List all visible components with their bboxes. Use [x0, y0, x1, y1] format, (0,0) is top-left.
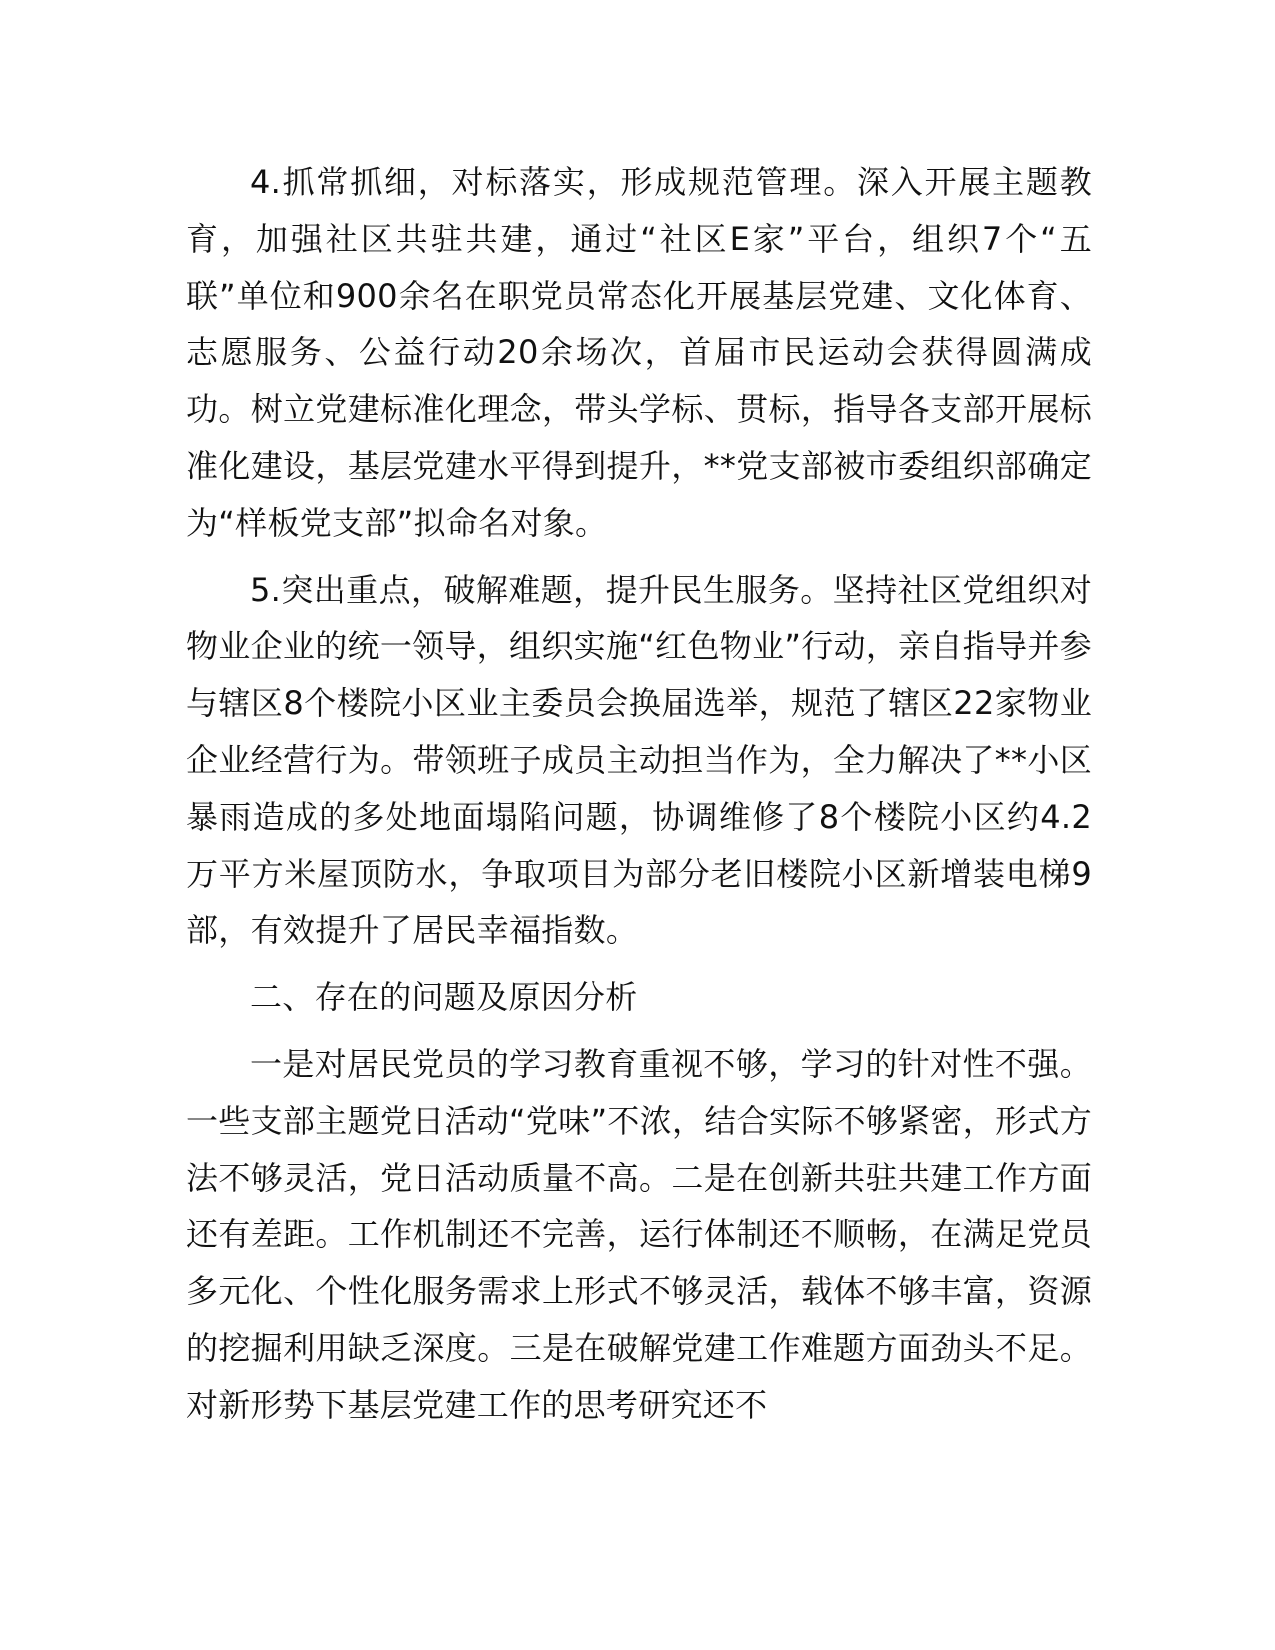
paragraph-livelihood-services: 5.突出重点，破解难题，提升民生服务。坚持社区党组织对物业企业的统一领导，组织实施“红色物业”行动，亲自指导并参与辖区8个楼院小区业主委员会换届选举，规范了辖区22家物业企业经营行为。带领班子成员主动担当作为，全力解决了**小区暴雨造成的多处地面塌陷问题，协调维修了8个楼院小区约4.2万平方米屋顶防水，争取项目为部分老旧楼院小区新增装电梯9部，有效提升了居民幸福指数。	[186, 570, 1092, 950]
paragraph-problems-list: 一是对居民党员的学习教育重视不够，学习的针对性不强。一些支部主题党日活动“党味”不浓，结合实际不够紧密，形式方法不够灵活，党日活动质量不高。二是在创新共驻共建工作方面还有差距。工作机制还不完善，运行体制还不顺畅，在满足党员多元化、个性化服务需求上形式不够灵活，载体不够丰富，资源的挖掘利用缺乏深度。三是在破解党建工作难题方面劲头不足。对新形势下基层党建工作的思考研究还不	[186, 1044, 1092, 1424]
section-heading-problems-analysis: 二、存在的问题及原因分析	[250, 978, 638, 1017]
document-body	[186, 154, 1092, 1444]
paragraph-standardized-management: 4.抓常抓细，对标落实，形成规范管理。深入开展主题教育，加强社区共驻共建，通过“社区E家”平台，组织7个“五联”单位和900余名在职党员常态化开展基层党建、文化体育、志愿服务、公益行动20余场次，首届市民运动会获得圆满成功。树立党建标准化理念，带头学标、贯标，指导各支部开展标准化建设，基层党建水平得到提升，**党支部被市委组织部确定为“样板党支部”拟命名对象。	[186, 163, 1092, 542]
